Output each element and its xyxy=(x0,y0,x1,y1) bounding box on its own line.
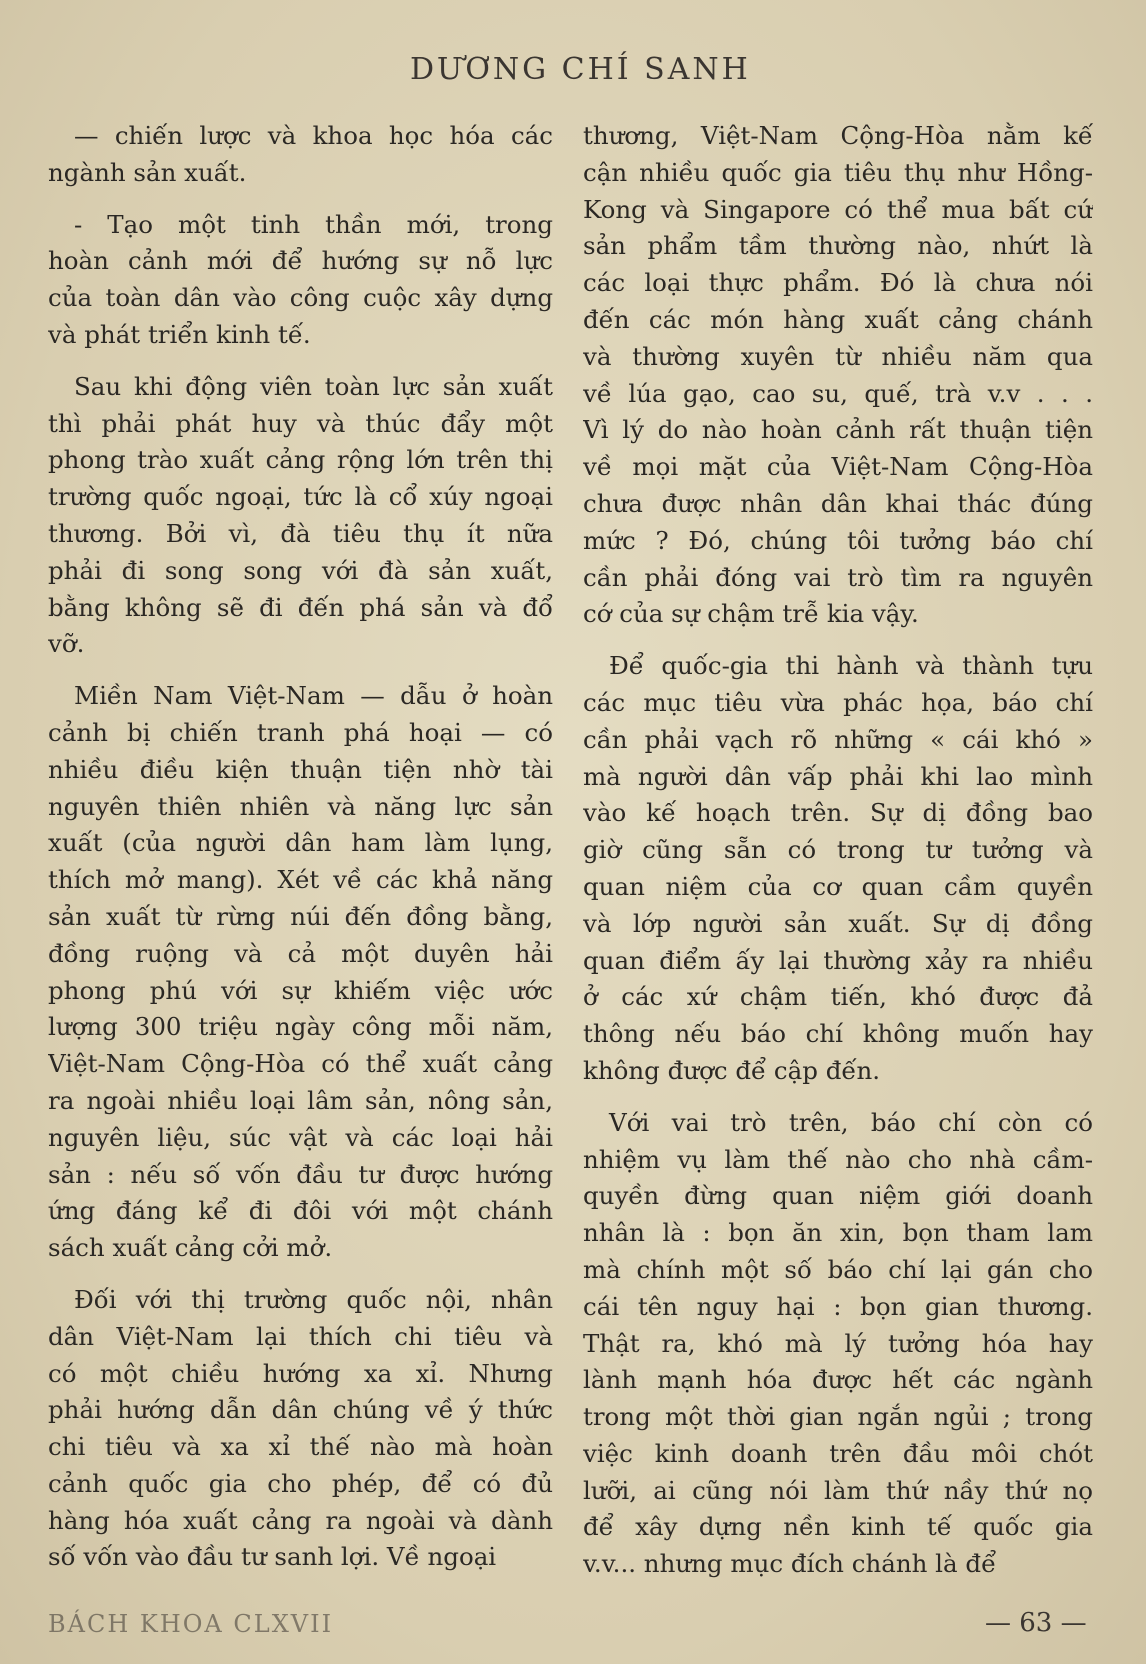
text-line: phong trào xuất cảng rộng lớn trên thị xyxy=(48,445,553,475)
text-line: sản : nếu số vốn đầu tư được hướng xyxy=(48,1159,553,1189)
paragraph xyxy=(48,118,553,192)
text-line: giờ cũng sẵn có trong tư tưởng và xyxy=(583,835,1093,865)
text-line: Để quốc-gia thi hành và thành tựu xyxy=(609,651,1093,681)
text-line: trong một thời gian ngắn ngủi ; trong xyxy=(583,1402,1093,1432)
text-line: nhiệm vụ làm thế nào cho nhà cầm- xyxy=(583,1144,1093,1174)
text-line: hàng hóa xuất cảng ra ngoài và dành xyxy=(48,1505,553,1535)
text-line: nhân là : bọn ăn xin, bọn tham lam xyxy=(583,1218,1093,1248)
text-line: Sau khi động viên toàn lực sản xuất xyxy=(74,371,553,401)
text-line: đến các món hàng xuất cảng chánh xyxy=(583,304,1093,334)
text-line: về mọi mặt của Việt-Nam Cộng-Hòa xyxy=(583,452,1093,482)
text-line: nguyên liệu, súc vật và các loại hải xyxy=(48,1122,553,1152)
text-line: cái tên nguy hại : bọn gian thương. xyxy=(583,1291,1093,1321)
text-line: và lớp người sản xuất. Sự dị đồng xyxy=(583,908,1093,938)
text-line: cần phải vạch rõ những « cái khó » xyxy=(583,724,1093,754)
text-line: - Tạo một tinh thần mới, trong xyxy=(74,209,553,239)
text-line: và phát triển kinh tế. xyxy=(48,319,311,349)
text-line: đồng ruộng và cả một duyên hải xyxy=(48,938,553,968)
text-line: việc kinh doanh trên đầu môi chót xyxy=(583,1438,1093,1468)
text-line: quan điểm ấy lại thường xảy ra nhiều xyxy=(583,945,1093,975)
text-line: thích mở mang). Xét về các khả năng xyxy=(48,865,553,895)
text-line: bằng không sẽ đi đến phá sản và đổ xyxy=(48,592,553,622)
text-line: phải đi song song với đà sản xuất, xyxy=(48,555,553,585)
paragraph xyxy=(48,207,553,354)
right-column xyxy=(583,118,1093,1598)
text-line: có một chiều hướng xa xỉ. Nhưng xyxy=(48,1358,553,1388)
text-line: và thường xuyên từ nhiều năm qua xyxy=(583,341,1093,371)
text-line: nhiều điều kiện thuận tiện nhờ tài xyxy=(48,754,553,784)
text-line: phong phú với sự khiếm việc ước xyxy=(48,975,553,1005)
text-line: Việt-Nam Cộng-Hòa có thể xuất cảng xyxy=(48,1049,553,1079)
text-line: chưa được nhân dân khai thác đúng xyxy=(583,488,1093,518)
text-line: mà người dân vấp phải khi lao mình xyxy=(583,761,1093,791)
text-line: quyền đừng quan niệm giới doanh xyxy=(583,1181,1093,1211)
text-line: thương, Việt-Nam Cộng-Hòa nằm kế xyxy=(583,121,1093,150)
text-line: mức ? Đó, chúng tôi tưởng báo chí xyxy=(583,525,1093,555)
text-line: cần phải đóng vai trò tìm ra nguyên xyxy=(583,562,1093,592)
text-line: các loại thực phẩm. Đó là chưa nói xyxy=(583,268,1093,298)
text-line: sản xuất từ rừng núi đến đồng bằng, xyxy=(48,901,553,931)
text-line: mà chính một số báo chí lại gán cho xyxy=(583,1254,1093,1284)
paragraph xyxy=(48,678,553,1267)
text-line: — chiến lược và khoa học hóa các xyxy=(74,121,553,150)
text-line: vỡ. xyxy=(48,629,85,659)
paragraph xyxy=(583,1105,1093,1583)
text-line: Với vai trò trên, báo chí còn có xyxy=(609,1107,1093,1137)
text-line: để xây dựng nền kinh tế quốc gia xyxy=(583,1512,1093,1542)
text-line: phải hướng dẫn dân chúng về ý thức xyxy=(48,1395,553,1425)
text-line: cớ của sự chậm trễ kia vậy. xyxy=(583,599,919,629)
text-line: lượng 300 triệu ngày công mỗi năm, xyxy=(48,1012,553,1042)
text-line: cảnh quốc gia cho phép, để có đủ xyxy=(48,1468,553,1498)
footer-magazine-name: BÁCH KHOA CLXVII xyxy=(48,1610,334,1638)
running-head: DƯƠNG CHÍ SANH xyxy=(410,52,751,87)
paragraph xyxy=(48,1282,553,1576)
text-line: ngành sản xuất. xyxy=(48,157,247,187)
text-line: chi tiêu và xa xỉ thế nào mà hoàn xyxy=(48,1432,553,1462)
text-line: của toàn dân vào công cuộc xây dựng xyxy=(48,283,553,313)
left-column xyxy=(48,118,553,1591)
text-line: cận nhiều quốc gia tiêu thụ như Hồng- xyxy=(583,157,1093,187)
text-line: sản phẩm tầm thường nào, nhứt là xyxy=(583,231,1093,261)
text-line: không được để cập đến. xyxy=(583,1055,881,1085)
text-line: ra ngoài nhiều loại lâm sản, nông sản, xyxy=(48,1085,553,1115)
text-line: ứng đáng kể đi đôi với một chánh xyxy=(48,1196,553,1226)
text-line: thương. Bởi vì, đà tiêu thụ ít nữa xyxy=(48,518,553,548)
text-line: Miền Nam Việt-Nam — dẫu ở hoàn xyxy=(74,681,553,711)
text-line: Thật ra, khó mà lý tưởng hóa hay xyxy=(583,1328,1093,1358)
text-line: xuất (của người dân ham làm lụng, xyxy=(48,828,553,858)
text-line: thì phải phát huy và thúc đẩy một xyxy=(48,408,553,438)
text-line: sách xuất cảng cởi mở. xyxy=(48,1233,333,1263)
text-line: Kong và Singapore có thể mua bất cứ xyxy=(583,194,1093,224)
text-line: dân Việt-Nam lại thích chi tiêu và xyxy=(48,1321,553,1351)
text-line: các mục tiêu vừa phác họa, báo chí xyxy=(583,687,1093,717)
text-line: số vốn vào đầu tư sanh lợi. Về ngoại xyxy=(48,1542,497,1572)
text-line: cảnh bị chiến tranh phá hoại — có xyxy=(48,717,553,747)
footer-page-number: — 63 — xyxy=(985,1608,1087,1638)
text-line: Đối với thị trường quốc nội, nhân xyxy=(74,1284,553,1314)
text-line: Vì lý do nào hoàn cảnh rất thuận tiện xyxy=(583,415,1093,445)
text-line: vào kế hoạch trên. Sự dị đồng bao xyxy=(583,798,1093,828)
text-line: v.v... nhưng mục đích chánh là để xyxy=(583,1549,997,1579)
text-line: trường quốc ngoại, tức là cổ xúy ngoại xyxy=(48,482,553,512)
text-line: nguyên thiên nhiên và năng lực sản xyxy=(48,791,553,821)
text-line: lành mạnh hóa được hết các ngành xyxy=(583,1365,1093,1395)
paragraph xyxy=(583,118,1093,633)
text-line: thông nếu báo chí không muốn hay xyxy=(583,1019,1093,1049)
text-line: lưỡi, ai cũng nói làm thứ nầy thứ nọ xyxy=(583,1475,1093,1505)
text-line: ở các xứ chậm tiến, khó được đả xyxy=(583,982,1093,1012)
paragraph xyxy=(583,648,1093,1090)
text-line: hoàn cảnh mới để hướng sự nỗ lực xyxy=(48,246,553,276)
text-line: quan niệm của cơ quan cầm quyền xyxy=(583,871,1093,901)
paragraph xyxy=(48,369,553,663)
text-line: về lúa gạo, cao su, quế, trà v.v . . . xyxy=(583,378,1093,408)
